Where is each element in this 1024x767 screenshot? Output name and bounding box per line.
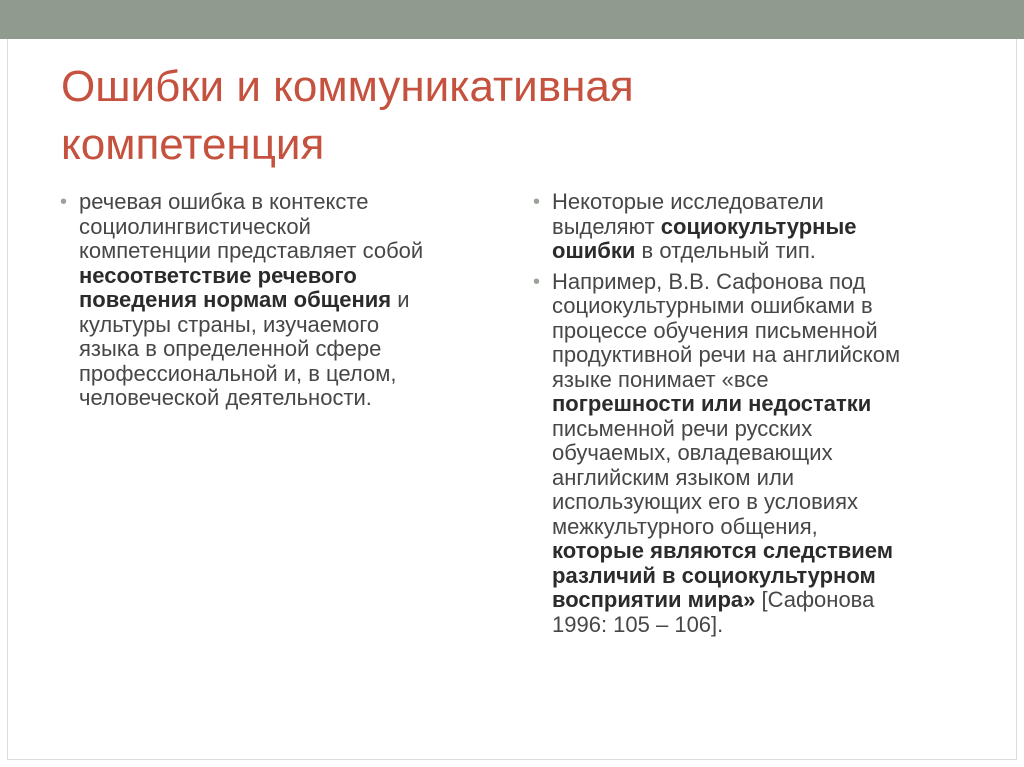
text-line: продуктивной речи на английском <box>552 342 901 367</box>
top-header-bar <box>0 0 1024 39</box>
bold-phrase: социокультурные <box>660 213 857 239</box>
bold-phrase: ошибки <box>552 238 636 263</box>
text-line: процессе обучения письменной <box>552 317 878 343</box>
bullet-item-speech-error <box>60 190 490 411</box>
text-line: межкультурного общения, <box>552 513 818 539</box>
right-column <box>533 190 973 643</box>
text-line: языке понимает «все <box>552 366 769 392</box>
title-line-2: компетенция <box>61 120 325 169</box>
left-column <box>60 190 490 417</box>
bold-phrase: различий в социокультурном <box>552 562 876 588</box>
text-line: языка в определенной сфере <box>79 336 382 361</box>
bullet-item-researchers <box>533 190 973 264</box>
text-line: 1996: 105 – 106]. <box>552 611 724 637</box>
text-line: Некоторые исследователи <box>552 189 824 214</box>
text-line: обучаемых, овладевающих <box>552 440 833 465</box>
text-line: письменной речи русских <box>552 415 813 441</box>
text-line: Например, В.В. Сафонова под <box>552 268 866 294</box>
text-line: социокультурными ошибками в <box>552 293 873 318</box>
text-fragment: в отдельный тип. <box>635 238 816 263</box>
text-fragment: и <box>391 287 410 312</box>
text-line <box>552 392 973 417</box>
bold-phrase: восприятии мира» <box>552 587 756 612</box>
bold-phrase: поведения нормам общения <box>79 287 392 312</box>
text-line: английским языком или <box>552 464 795 490</box>
text-line <box>552 564 973 589</box>
text-line: профессиональной и, в целом, <box>79 360 397 386</box>
bold-phrase: которые являются следствием <box>552 538 894 563</box>
text-line <box>552 539 973 564</box>
text-line <box>552 588 973 613</box>
bold-phrase: несоответствие речевого <box>79 262 357 288</box>
slide-title <box>61 58 821 174</box>
bullet-item-safonova <box>533 270 973 638</box>
text-line <box>79 288 490 313</box>
text-line <box>552 215 973 240</box>
text-line: речевая ошибка в контексте <box>79 189 369 214</box>
text-line: использующих его в условиях <box>552 489 858 514</box>
text-line: культуры страны, изучаемого <box>79 311 380 337</box>
bullet-marker: • <box>60 191 68 213</box>
bullet-marker: • <box>533 270 541 293</box>
text-line: компетенции представляет собой <box>79 238 424 263</box>
bullet-marker: • <box>533 191 541 213</box>
text-line: социолингвистической <box>79 213 311 239</box>
text-fragment: выделяют <box>552 213 661 239</box>
title-line-1: Ошибки и коммуникативная <box>61 62 634 111</box>
text-line <box>552 239 973 264</box>
bold-phrase: погрешности или недостатки <box>552 391 872 416</box>
text-line <box>79 264 490 289</box>
text-line: человеческой деятельности. <box>79 385 372 410</box>
text-fragment: [Сафонова <box>755 587 875 612</box>
